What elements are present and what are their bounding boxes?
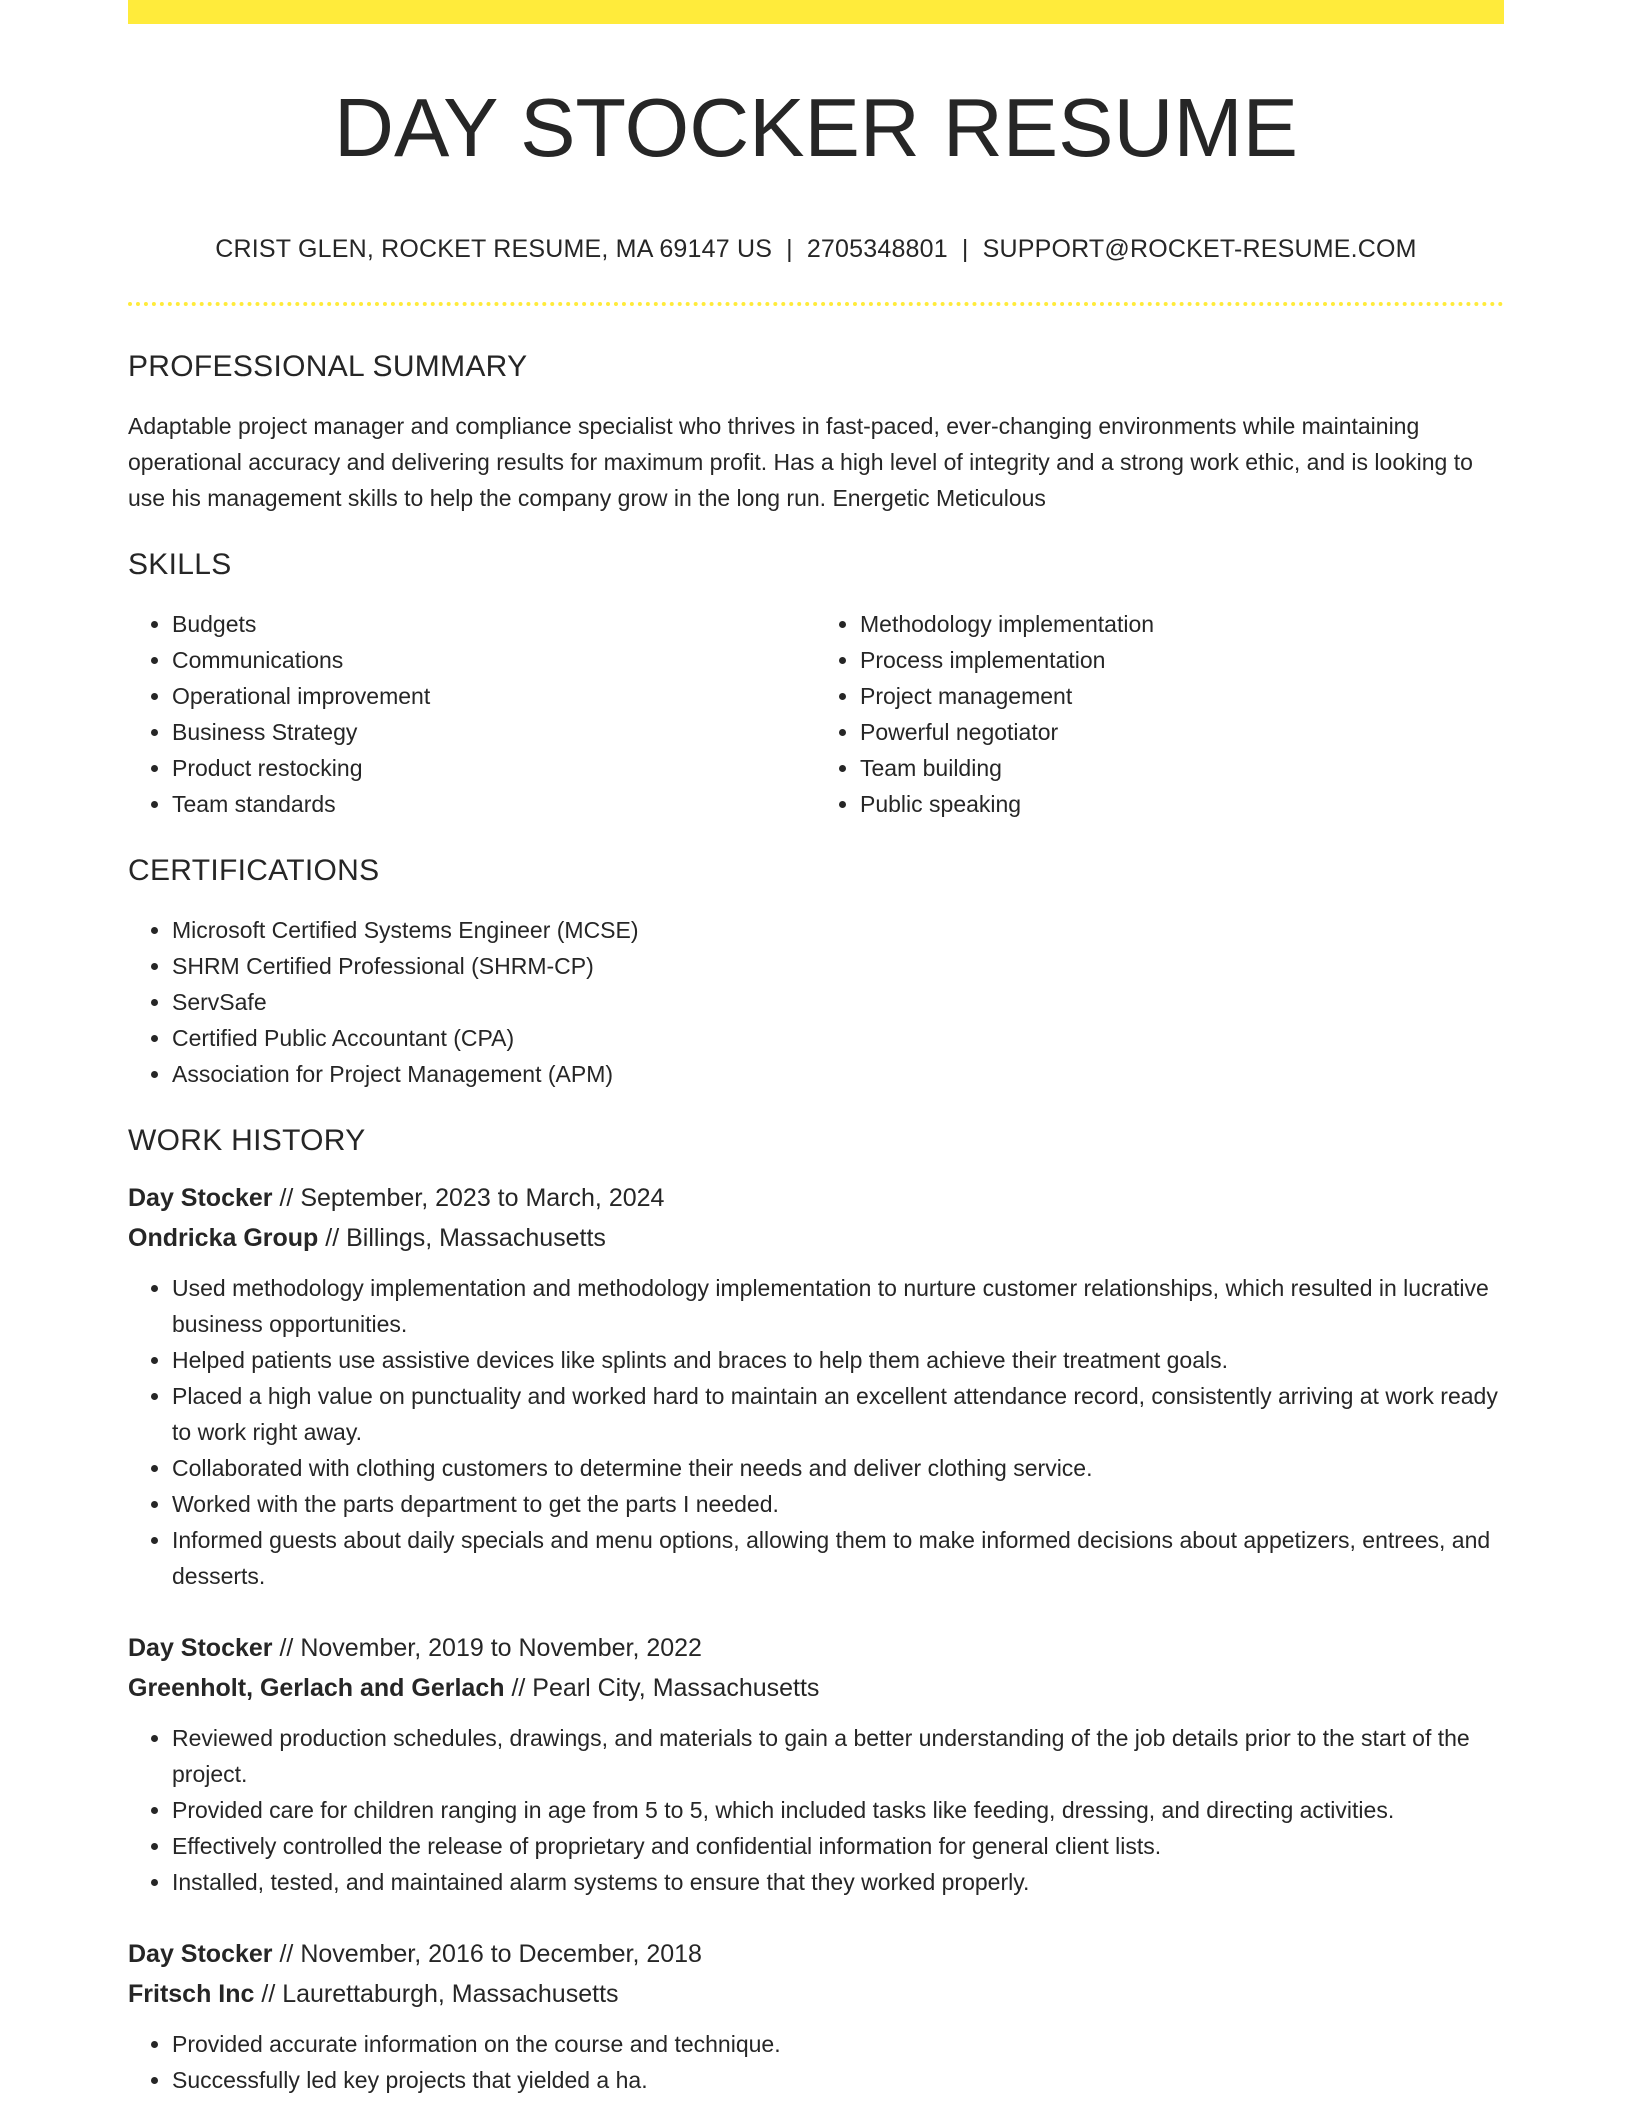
job-duty: • Provided care for children ranging in age from 5 to 5, which included tasks like feeding, dressing, and directing activities.	[172, 1792, 1504, 1828]
job-location: // Laurettaburgh, Massachusetts	[254, 1980, 619, 2009]
job-duty: • Effectively controlled the release of proprietary and confidential information for general client lists.	[172, 1828, 1504, 1864]
job-role: Day Stocker	[128, 1184, 273, 1213]
skill-item: • Product restocking	[172, 750, 816, 786]
certification-item: • SHRM Certified Professional (SHRM-CP)	[172, 948, 1504, 984]
skills-column-right	[816, 606, 1504, 822]
job-company-line	[128, 1668, 1504, 1708]
job-role-line	[128, 1934, 1504, 1974]
skill-item: • Powerful negotiator	[860, 714, 1504, 750]
job-duty: • Worked with the parts department to get the parts I needed.	[172, 1486, 1504, 1522]
skill-item: • Public speaking	[860, 786, 1504, 822]
skills-list	[128, 606, 1504, 822]
job-company-line	[128, 1218, 1504, 1258]
job-company-line	[128, 1974, 1504, 2014]
job-location: // Billings, Massachusetts	[318, 1224, 606, 1253]
skill-item: • Business Strategy	[172, 714, 816, 750]
job-duty: • Placed a high value on punctuality and worked hard to maintain an excellent attendance record, consistently arriving at work ready to work right away.	[172, 1378, 1504, 1450]
header-accent-bar	[128, 0, 1504, 24]
job-duty: • Reviewed production schedules, drawings, and materials to gain a better understanding of the job details prior to the start of the project.	[172, 1720, 1504, 1792]
job-duty: • Used methodology implementation and methodology implementation to nurture customer relationships, which resulted in lucrative business opportunities.	[172, 1270, 1504, 1342]
work-history-heading: WORK HISTORY	[128, 1124, 366, 1158]
contact-email: SUPPORT@ROCKET-RESUME.COM	[982, 235, 1417, 264]
job-entry	[128, 1934, 1504, 2098]
summary-text: Adaptable project manager and compliance specialist who thrives in fast-paced, ever-changing environments while maintaining operational accuracy and delivering results for maximum profit. Has a high level of integrity and a strong work ethic, and is looking to use his management skills to help the company grow in the long run. Energetic Meticulous	[128, 413, 1473, 512]
resume-page	[128, 0, 1504, 2098]
job-duty: • Successfully led key projects that yielded a ha.	[172, 2062, 1504, 2098]
contact-phone: 2705348801	[806, 235, 948, 264]
header-divider	[128, 302, 1504, 306]
job-role: Day Stocker	[128, 1634, 273, 1663]
job-duty: • Helped patients use assistive devices like splints and braces to help them achieve their treatment goals.	[172, 1342, 1504, 1378]
job-company: Greenholt, Gerlach and Gerlach	[128, 1674, 505, 1703]
contact-line	[128, 235, 1504, 264]
summary-heading: PROFESSIONAL SUMMARY	[128, 350, 528, 384]
job-duties	[128, 2026, 1504, 2098]
job-role-line	[128, 1178, 1504, 1218]
job-role-line	[128, 1628, 1504, 1668]
skills-column-left	[128, 606, 816, 822]
job-duty: • Installed, tested, and maintained alarm systems to ensure that they worked properly.	[172, 1864, 1504, 1900]
skill-item: • Operational improvement	[172, 678, 816, 714]
skill-item: • Methodology implementation	[860, 606, 1504, 642]
job-company: Ondricka Group	[128, 1224, 319, 1253]
certification-item: • ServSafe	[172, 984, 1504, 1020]
skill-item: • Communications	[172, 642, 816, 678]
certifications-heading: CERTIFICATIONS	[128, 854, 380, 888]
job-dates: // September, 2023 to March, 2024	[272, 1184, 665, 1213]
skill-item: • Team standards	[172, 786, 816, 822]
job-role: Day Stocker	[128, 1940, 273, 1969]
certification-item: • Microsoft Certified Systems Engineer (MCSE)	[172, 912, 1504, 948]
certification-item: • Association for Project Management (APM)	[172, 1056, 1504, 1092]
job-dates: // November, 2019 to November, 2022	[272, 1634, 702, 1663]
contact-separator: |	[786, 235, 793, 264]
resume-title: DAY STOCKER RESUME	[334, 81, 1298, 174]
job-duty: • Provided accurate information on the course and technique.	[172, 2026, 1504, 2062]
skill-item: • Project management	[860, 678, 1504, 714]
job-dates: // November, 2016 to December, 2018	[272, 1940, 702, 1969]
job-duties	[128, 1720, 1504, 1900]
certifications-list	[128, 912, 1504, 1092]
skill-item: • Budgets	[172, 606, 816, 642]
certification-item: • Certified Public Accountant (CPA)	[172, 1020, 1504, 1056]
job-entry	[128, 1628, 1504, 1900]
job-location: // Pearl City, Massachusetts	[504, 1674, 820, 1703]
job-company: Fritsch Inc	[128, 1980, 255, 2009]
contact-address: CRIST GLEN, ROCKET RESUME, MA 69147 US	[215, 235, 773, 264]
job-duty: • Collaborated with clothing customers to determine their needs and deliver clothing service.	[172, 1450, 1504, 1486]
skills-heading: SKILLS	[128, 548, 232, 582]
contact-separator: |	[961, 235, 969, 264]
job-duty: • Informed guests about daily specials and menu options, allowing them to make informed decisions about appetizers, entrees, and desserts.	[172, 1522, 1504, 1594]
skill-item: • Team building	[860, 750, 1504, 786]
job-entry	[128, 1178, 1504, 1594]
skill-item: • Process implementation	[860, 642, 1504, 678]
job-duties	[128, 1270, 1504, 1594]
